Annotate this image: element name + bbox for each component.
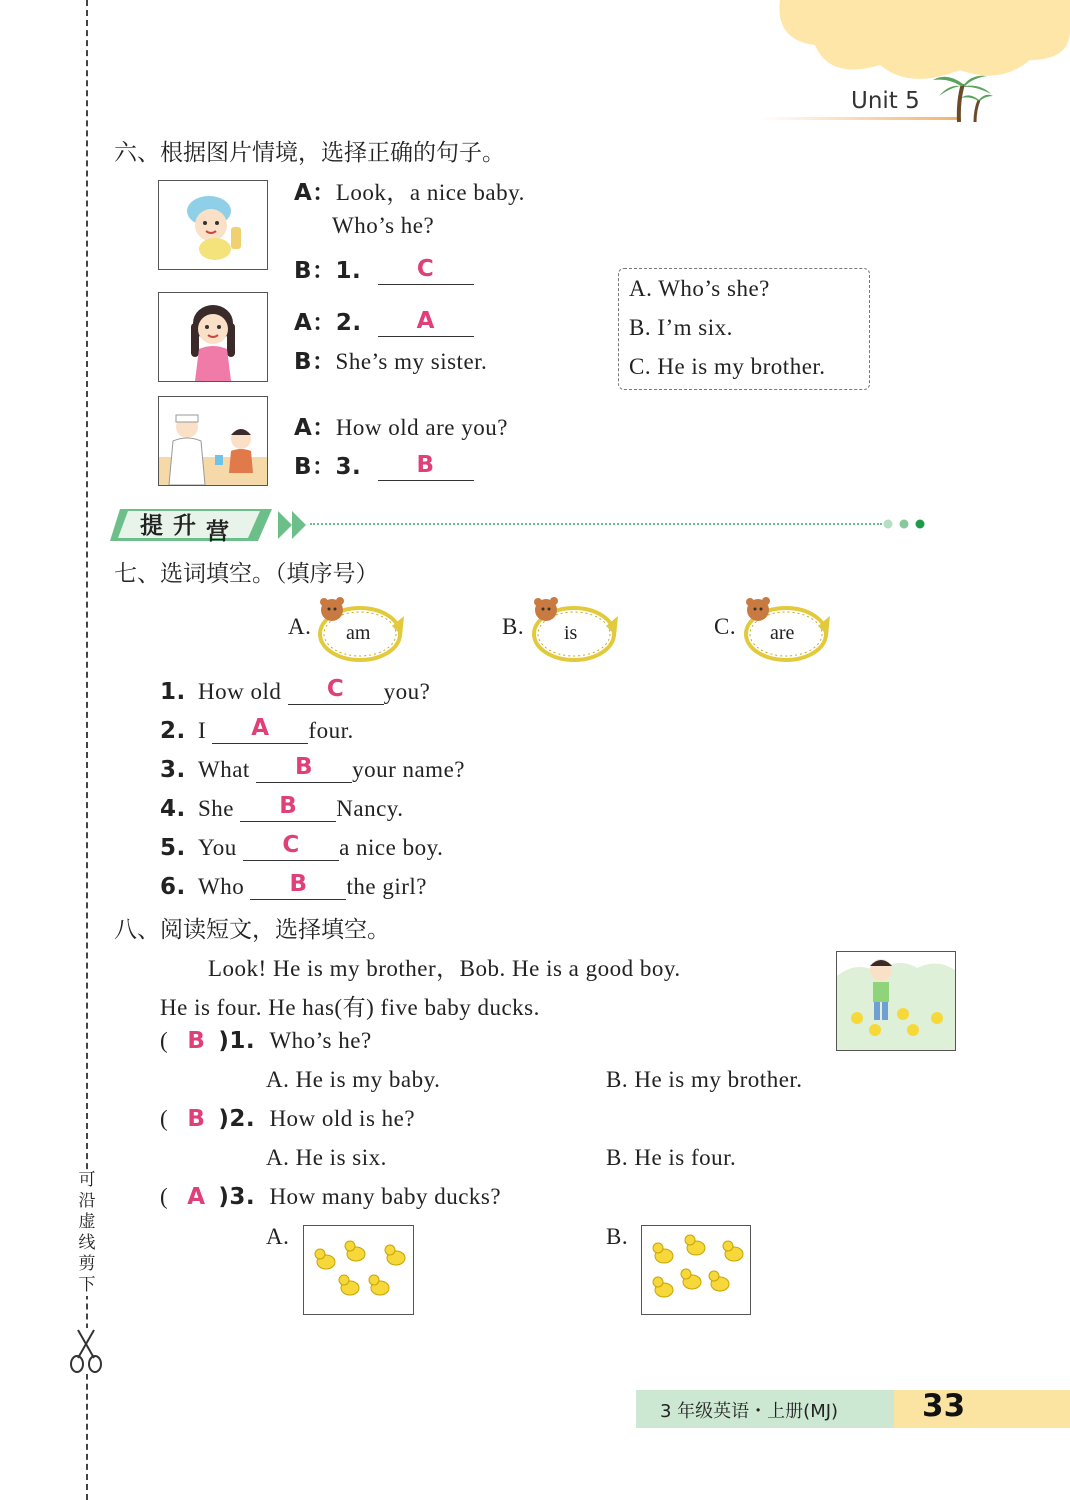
choice-word: am <box>346 622 371 644</box>
answer-blank-3[interactable]: B <box>378 452 474 481</box>
unit-title: Unit 5 <box>851 88 920 114</box>
word-choice-a <box>288 596 418 666</box>
five-ducks-illustration <box>304 1226 413 1314</box>
section7-title: 七、选词填空。（填序号） <box>114 561 379 587</box>
banner-title <box>140 507 239 545</box>
boy-ducks-illustration <box>837 952 955 1050</box>
cut-note <box>76 1170 98 1296</box>
fill-item <box>160 832 443 861</box>
item-after: you? <box>383 679 431 704</box>
speaker-a-label: A： <box>294 310 336 336</box>
q1-option-a: A. He is my baby. <box>266 1067 441 1092</box>
choice-letter: C. <box>714 614 737 639</box>
answer-paren-1[interactable]: B <box>187 1028 206 1054</box>
item-number: 2. <box>160 718 186 744</box>
item-after: Nancy. <box>336 796 404 821</box>
dialog1-b <box>294 252 474 285</box>
word-choice-c <box>714 596 844 666</box>
question-number: )1. <box>218 1028 256 1054</box>
six-ducks-picture <box>641 1225 751 1315</box>
dialog2-b-text: She’s my sister. <box>335 349 488 374</box>
answer-paren-2[interactable]: B <box>187 1106 206 1132</box>
doctor-illustration <box>159 397 267 485</box>
fill-blank[interactable]: B <box>240 793 336 822</box>
passage-line-2: He is four. He has(有) five baby ducks. <box>160 995 540 1020</box>
boy-ducks-picture <box>836 951 956 1051</box>
item-before: What <box>198 757 250 782</box>
item-after: your name? <box>352 757 465 782</box>
cut-note-char: 虚 <box>78 1212 96 1232</box>
question-text: Who’s he? <box>269 1028 372 1053</box>
fill-item <box>160 871 427 900</box>
speaker-b-label: B： <box>294 454 336 480</box>
item-before: How old <box>198 679 282 704</box>
girl-picture <box>158 292 268 382</box>
double-arrow-icon <box>276 509 312 541</box>
cut-note-char: 剪 <box>78 1254 96 1274</box>
item-before: She <box>198 796 234 821</box>
speaker-b-label: B： <box>294 349 336 375</box>
fill-blank[interactable]: B <box>250 871 346 900</box>
fill-blank[interactable]: A <box>212 715 308 744</box>
option-a: A. Who’s she? <box>629 276 770 301</box>
banner-dotted-line <box>310 523 882 525</box>
speaker-a-label: A： <box>294 415 336 441</box>
question-text: How many baby ducks? <box>269 1184 502 1209</box>
item-before: Who <box>198 874 245 899</box>
word-choice-b <box>502 596 632 666</box>
item-number: 4. <box>160 796 186 822</box>
item-after: the girl? <box>346 874 427 899</box>
fill-blank[interactable]: C <box>288 676 384 705</box>
item-after: four. <box>308 718 354 743</box>
baby-picture <box>158 180 268 270</box>
fill-blank[interactable]: C <box>243 832 339 861</box>
choice-word: is <box>564 622 578 644</box>
open-paren: ( <box>160 1184 169 1209</box>
question-2 <box>160 1106 415 1132</box>
blank-number: 1. <box>335 258 362 284</box>
dialog1-a-line1: Look，a nice baby. <box>335 180 525 205</box>
five-ducks-picture <box>303 1225 414 1315</box>
page-number: 33 <box>922 1388 966 1424</box>
speaker-a-label: A： <box>294 180 336 206</box>
item-before: I <box>198 718 207 743</box>
section6-title: 六、根据图片情境，选择正确的句子。 <box>114 140 505 166</box>
dialog2-a <box>294 304 474 337</box>
scissors-icon <box>68 1328 104 1374</box>
banner <box>110 507 930 543</box>
answer-blank-1[interactable]: C <box>378 256 474 285</box>
item-number: 5. <box>160 835 186 861</box>
fill-blank[interactable]: B <box>256 754 352 783</box>
question-text: How old is he? <box>269 1106 416 1131</box>
question-number: )2. <box>218 1106 256 1132</box>
girl-illustration <box>159 293 267 381</box>
banner-char: 提 <box>140 513 173 539</box>
choice-word: are <box>770 622 795 644</box>
answer-paren-3[interactable]: A <box>187 1184 206 1210</box>
open-paren: ( <box>160 1028 169 1053</box>
dialog3-a <box>294 409 508 442</box>
cut-note-char: 沿 <box>78 1191 96 1211</box>
q2-option-a: A. He is six. <box>266 1145 387 1170</box>
dialog1-a-line2: Who’s he? <box>332 213 435 238</box>
footer-book-title: 3 年级英语・上册(MJ) <box>660 1401 839 1422</box>
blank-number: 3. <box>335 454 362 480</box>
dots-icon <box>882 517 930 531</box>
baby-illustration <box>159 181 267 269</box>
answer-blank-2[interactable]: A <box>378 308 474 337</box>
doctor-picture <box>158 396 268 486</box>
item-number: 1. <box>160 679 186 705</box>
option-b: B. I’m six. <box>629 315 733 340</box>
question-1 <box>160 1028 372 1054</box>
question-3 <box>160 1184 501 1210</box>
dialog3-a-text: How old are you? <box>335 415 508 440</box>
section8-title: 八、阅读短文，选择填空。 <box>114 917 390 943</box>
cut-note-char: 可 <box>78 1170 96 1190</box>
q2-option-b: B. He is four. <box>606 1145 737 1170</box>
fill-item <box>160 793 404 822</box>
six-ducks-illustration <box>642 1226 750 1314</box>
dialog1-a <box>294 174 525 207</box>
q3-option-b: B. <box>606 1224 629 1249</box>
cloud-decoration <box>770 0 1070 90</box>
banner-char: 升 <box>173 513 206 539</box>
item-before: You <box>198 835 237 860</box>
speaker-b-label: B： <box>294 258 336 284</box>
cut-note-char: 线 <box>78 1233 96 1253</box>
footer-page-tab <box>894 1390 1070 1428</box>
dialog2-b <box>294 343 487 376</box>
fill-item <box>160 715 354 744</box>
banner-char: 营 <box>206 519 239 545</box>
passage-line-1: Look! He is my brother，Bob. He is a good boy. <box>208 956 681 981</box>
palm-tree-icon <box>925 70 995 126</box>
dialog3-b <box>294 448 474 481</box>
item-after: a nice boy. <box>339 835 444 860</box>
choice-letter: B. <box>502 614 525 639</box>
options-box <box>618 268 870 390</box>
fill-item <box>160 754 465 783</box>
option-c: C. He is my brother. <box>629 354 826 379</box>
item-number: 6. <box>160 874 186 900</box>
question-number: )3. <box>218 1184 256 1210</box>
choice-letter: A. <box>288 614 312 639</box>
blank-number: 2. <box>335 310 362 336</box>
q3-option-a: A. <box>266 1224 290 1249</box>
q1-option-b: B. He is my brother. <box>606 1067 803 1092</box>
cut-note-char: 下 <box>78 1275 96 1295</box>
open-paren: ( <box>160 1106 169 1131</box>
fill-item <box>160 676 430 705</box>
item-number: 3. <box>160 757 186 783</box>
